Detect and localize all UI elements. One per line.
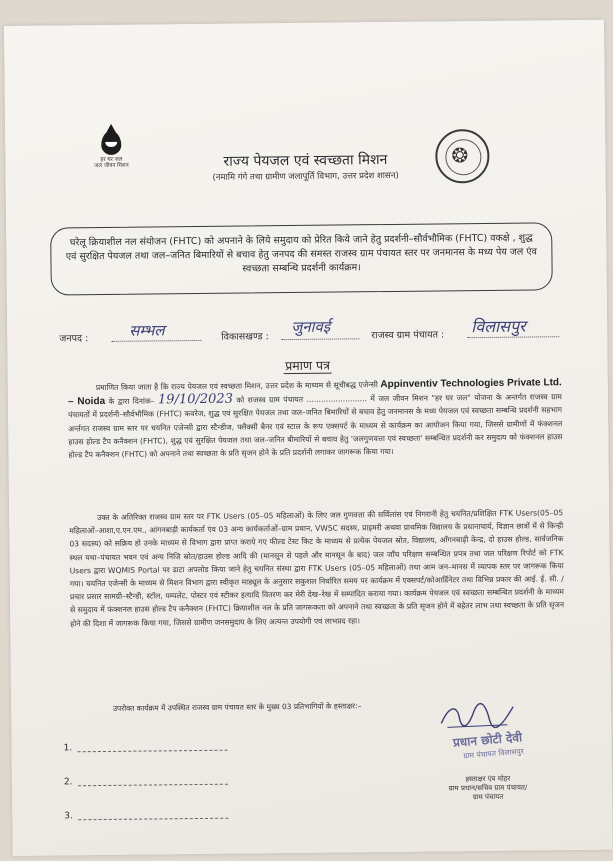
district-value: सम्भल [129,321,165,340]
water-drop-icon [101,131,121,155]
signer-3-label: 3. [64,811,73,822]
sign-block-caption: हस्ताक्षर एंव मोहर ग्राम प्रधान/सचिव ग्राम पंचायत/ ग्राम पंचायत [448,774,528,802]
signer-1-line [78,750,228,753]
pradhan-signature-block [417,698,558,819]
paragraph-2 [69,506,564,630]
participants-heading: उपरोक्त कार्यक्रम में उपस्थित राजस्व ग्राम पंचायत स्तर के मुख्य 03 प्रतिभागियों के हस्ताक्षर:– [112,701,362,713]
org-subtitle: (नमामि गंगे तथा ग्रामीण जलापूर्ति विभाग, उत्तर प्रदेश शासन) [212,170,399,183]
program-banner: घरेलू क्रियाशील नल संयोजन (FHTC) को अपनाने के लिये समुदाय को प्रेरित किये जाने हेतु प्रदर्शनी–सौर्वभौमिक (FHTC) वकक्षे , शुद्ध एवं सुरक्षित पेयजल तथा जल–जनित बिमारियों से बचाव हेतु जनपद की समस्त राजस्व ग्राम पंचायत स्तर पर जनमानस के मध्य पेय जल एंव स्वच्छता सम्बन्धि प्रदर्शनी कार्यक्रम। [50,222,553,295]
certificate-title-text: प्रमाण पत्र [283,358,332,375]
panchayat-underline [467,336,559,338]
block-underline [281,338,359,340]
panchayat-value: विलासपुर [471,316,526,337]
para2-body: उक्त के अतिरिक्त राजस्व ग्राम स्तर पर FTK Users (05–05 महिलाओं) के लिए जल गुणवत्ता की सर्विलांस एवं निगरानी हेतु चयनित/प्रशिक्षित FTK Users(05–05 महिलाओं–आशा,ए.एन.एम., आंगनबाड़ी कार्यकर्ता एंव 03 अन्य कार्यकर्ताओं–ग्राम प्रधान, VWSC सदस्य, प्राइमरी अथवा प्राथमिक विद्यालय के प्रधानाचार्य, विज्ञान छात्रों में से किन्ही 03 सदस्य) को सक्रिय हो उनके माध्यम से विभाग द्वारा प्राप्त कराये गए फील्ड टेस्ट किट के माध्यम से प्रत्येक पेयजल स्रोत, विद्यालय, आँगनबाड़ी केन्द्र, दो हाउस होल्ड, सार्वजनिक स्थल यथा–पंचायत भवन एवं अन्य निजि स्रोत/हाउस होल्ड आदि की (मानसून से पहले और मानसून के बाद) जल जाँच परिक्षण सम्बन्धित प्रपत्र तथा जल परिक्षण रिपोर्ट को FTK Users द्वारा WQMIS Portal पर डाटा अपलोड किया जाने हेतु चयनित संस्था द्वारा FTK Users (05–05 महिलाओं) तथा आम जन–मानस में व्यापक स्तर पर जागरूक किया गया। चयनित एजेन्सी के माध्यम से मिशन विभाग द्वारा स्वीकृत माड्यूल के अनुसार सकुशल निर्धारित समय पर कार्यक्रम में एक्सपर्ट/कोआर्डिनेटर तथा विभिन्न प्रकार की आई. ई. सी. /प्रचार प्रसार सामग्री–स्टैन्डी, स्टॉल, पम्पलेट, पोस्टर एवं स्टीकर इत्यादि वितरण कर मेरी देख–रेख में सम्पादित कराया गया। कार्यक्रम पेयजल एवं स्वच्छता सम्बन्धित प्रदर्शनी के माध्यम से समुदाय में फंक्शनल हाउस होल्ड टैप कनैक्शन (FHTC) क्रियाशील नल के प्रति जागरूकता को अपनाने तथा स्वच्छता के प्रति सृजन होने में बहेतर लाभ तथा स्वच्छता के प्रति सृजन होने की दिशा में जागरूक किया गया, जिससे ग्रामीण जनसमुदाय के लिए अत्यन्त उपयोगी एवं लाभप्रद रहा। [69,508,565,628]
signer-2-label: 2. [63,777,73,788]
para1-body: को राजस्व ग्राम पंचायत ......................... में जल जीवन मिशन "हर घर जल" योजना के अन्तर्गत राजस्व ग्राम पंचायतों में प्रदर्शनी–सौर्वभौमिक (FHTC) कवरेज, शुद्ध एवं सुरक्षित पेयजल तथा जल–जनित बिमारियों से बचाव हेतु जनमानस के मध्य पेयजल एवं स्वच्छता सम्बन्धि प्रदर्शनी सहभाग अर्न्तगत राजस्व ग्राम स्तर पर चयनित एजेन्सी द्वारा स्टैन्डीज, फ्लैक्सी बैनर एवं स्टाल के रूप एक्सपर्ट के माध्यम से कार्यक्रम का आयोजन किया गया, जिससे ग्रामीणों में फंक्शनल हाउस होल्ड टैप कनैक्शन (FHTC), शुद्ध एवं सुरक्षित पेयजल तथा जल–जनित बीमारियों से बचाव हेतु 'जलगुणवत्ता एवं स्वच्छता' सम्बन्धित प्रदर्शनी कर समुदाय को फंक्शनल हाउस होल्ड टैप कनैक्शन (FHTC) को अपनाने तथा स्वच्छता के प्रति सृजन होने के प्रति प्रदर्शनी लगाकर जागरूक किया गया। [68,392,563,460]
paragraph-1 [68,376,563,461]
panchayat-label: राजस्व ग्राम पंचायत : [371,329,445,342]
district-label: जनपद : [59,333,89,345]
agency-name: Appinventiv Technologies Private Ltd. – Noida [67,377,562,408]
signer-3-line [78,818,228,821]
logo-tagline: हर घर जल जल जीवन मिशन [94,156,129,170]
program-date: 19/10/2023 [157,391,234,408]
signer-2-line [78,784,228,787]
district-underline [111,340,201,342]
block-label: विकासखण्ड : [221,331,269,343]
certificate-page [4,20,613,856]
block-value: जुनावई [291,317,331,337]
handwritten-signature [437,699,517,734]
emblem-symbol-icon: ❂ [451,143,469,168]
para1-intro: प्रमाणित किया जाता है कि राज्य पेयजल एवं स्वच्छता मिशन, उत्तर प्रदेश के माध्यम से सूचीबद्ध एजेन्सी [95,380,378,393]
certificate-title [7,354,607,377]
signer-1-label: 1. [63,743,73,754]
pradhan-stamp-name: प्रधान छोटी देवी [452,730,523,750]
location-fields [59,316,579,347]
para1-date-prefix: के द्वारा दिनांक– [108,396,155,407]
pradhan-stamp-line: ग्राम पंचायत विलासपुर [463,746,525,761]
org-name: राज्य पेयजल एवं स्वच्छता मिशन [223,151,388,170]
